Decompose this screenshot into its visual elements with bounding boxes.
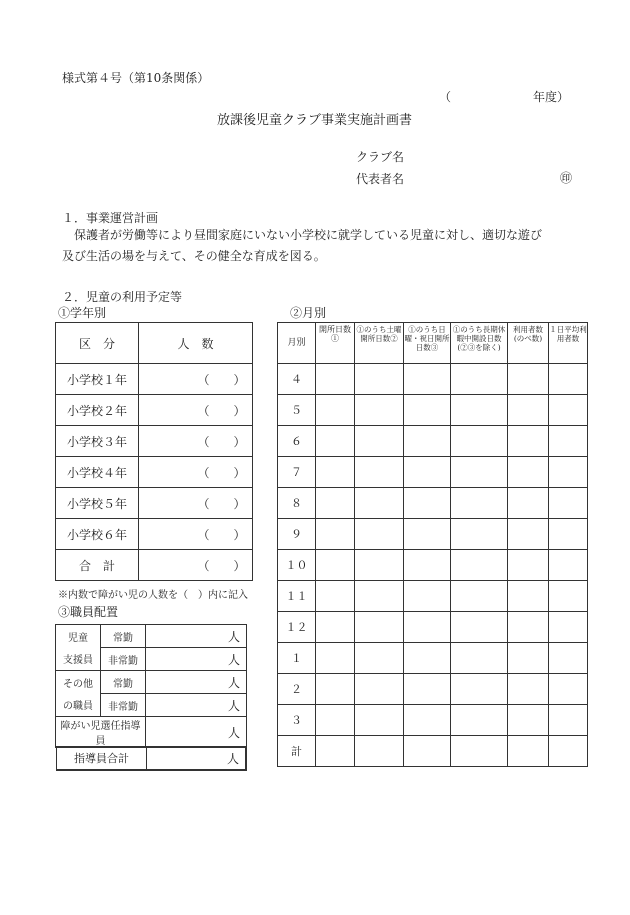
month-value-cell[interactable] bbox=[451, 674, 508, 705]
month-value-cell[interactable] bbox=[355, 736, 404, 767]
month-label: １０ bbox=[278, 550, 316, 581]
month-value-cell[interactable] bbox=[451, 705, 508, 736]
month-value-cell[interactable] bbox=[404, 643, 451, 674]
month-value-cell[interactable] bbox=[549, 705, 588, 736]
col-long-vacation-days: ①のうち長期休暇中開設日数(②③を除く) bbox=[451, 323, 508, 364]
month-value-cell[interactable] bbox=[549, 674, 588, 705]
grade-note: ※内数で障がい児の人数を（ ）内に記入 bbox=[58, 590, 248, 601]
month-label: ６ bbox=[278, 426, 316, 457]
grade-table-title: ①学年別 bbox=[58, 306, 107, 320]
month-value-cell[interactable] bbox=[451, 643, 508, 674]
table-row bbox=[278, 612, 588, 643]
month-value-cell[interactable] bbox=[404, 426, 451, 457]
month-value-cell[interactable] bbox=[508, 643, 549, 674]
month-label: ７ bbox=[278, 457, 316, 488]
month-value-cell[interactable] bbox=[451, 519, 508, 550]
table-row-total bbox=[57, 747, 247, 771]
seal-mark: ㊞ bbox=[560, 171, 573, 185]
month-table-header bbox=[278, 323, 588, 364]
month-value-cell[interactable] bbox=[404, 550, 451, 581]
month-value-cell[interactable] bbox=[508, 674, 549, 705]
fulltime-label: 常勤 bbox=[101, 671, 146, 694]
group2-line2: の職員 bbox=[56, 694, 101, 717]
month-value-cell[interactable] bbox=[316, 364, 355, 395]
month-value-cell[interactable] bbox=[508, 395, 549, 426]
table-row bbox=[56, 395, 253, 426]
paren: （ ） bbox=[197, 496, 246, 511]
table-row bbox=[278, 519, 588, 550]
month-table-body bbox=[278, 364, 588, 767]
month-value-cell[interactable] bbox=[508, 426, 549, 457]
group2-line1: その他 bbox=[56, 671, 101, 694]
count-cell[interactable] bbox=[139, 364, 253, 395]
group1-line1: 児童 bbox=[56, 625, 101, 648]
month-value-cell[interactable] bbox=[549, 643, 588, 674]
fiscal-year-open: （ bbox=[439, 90, 452, 104]
fulltime-label: 常勤 bbox=[101, 625, 146, 648]
group1-line2: 支援員 bbox=[56, 648, 101, 671]
month-value-cell[interactable] bbox=[404, 736, 451, 767]
table-row bbox=[56, 648, 247, 671]
col-open-days: 開所日数① bbox=[316, 323, 355, 364]
table-row bbox=[278, 550, 588, 581]
col-count: 人 数 bbox=[139, 323, 253, 364]
table-row bbox=[278, 643, 588, 674]
month-value-cell[interactable] bbox=[316, 612, 355, 643]
month-value-cell[interactable] bbox=[355, 674, 404, 705]
table-row bbox=[278, 364, 588, 395]
month-value-cell[interactable] bbox=[404, 519, 451, 550]
month-label: 計 bbox=[278, 736, 316, 767]
month-label: ９ bbox=[278, 519, 316, 550]
table-row bbox=[278, 426, 588, 457]
paren: （ ） bbox=[197, 527, 246, 542]
month-value-cell[interactable] bbox=[355, 395, 404, 426]
month-value-cell[interactable] bbox=[549, 395, 588, 426]
section1-body-line1: 保護者が労働等により昼間家庭にいない小学校に就学している児童に対し、適切な遊び bbox=[74, 228, 543, 242]
staff-total-cell[interactable]: 人 bbox=[147, 747, 247, 771]
month-value-cell[interactable] bbox=[404, 457, 451, 488]
month-value-cell[interactable] bbox=[404, 364, 451, 395]
month-value-cell[interactable] bbox=[355, 643, 404, 674]
month-value-cell[interactable] bbox=[549, 364, 588, 395]
count-cell[interactable] bbox=[139, 519, 253, 550]
month-value-cell[interactable] bbox=[451, 488, 508, 519]
month-value-cell[interactable] bbox=[549, 519, 588, 550]
grade-label: 小学校６年 bbox=[56, 519, 139, 550]
count-cell[interactable] bbox=[139, 550, 253, 581]
staff-table bbox=[55, 624, 247, 748]
month-value-cell[interactable] bbox=[316, 457, 355, 488]
table-row bbox=[56, 364, 253, 395]
month-value-cell[interactable] bbox=[355, 488, 404, 519]
month-value-cell[interactable] bbox=[316, 643, 355, 674]
table-row bbox=[56, 694, 247, 717]
paren: （ ） bbox=[197, 465, 246, 480]
month-value-cell[interactable] bbox=[355, 457, 404, 488]
month-label: ２ bbox=[278, 674, 316, 705]
staff-count-cell[interactable]: 人 bbox=[146, 717, 247, 748]
month-value-cell[interactable] bbox=[316, 674, 355, 705]
month-table bbox=[277, 322, 588, 767]
section1-body-line2: 及び生活の場を与えて、その健全な育成を図る。 bbox=[62, 249, 326, 263]
count-cell[interactable] bbox=[139, 488, 253, 519]
col-month: 月別 bbox=[278, 323, 316, 364]
month-value-cell[interactable] bbox=[508, 550, 549, 581]
staff-count-cell[interactable]: 人 bbox=[146, 625, 247, 648]
section2-heading: ２．児童の利用予定等 bbox=[62, 290, 183, 304]
month-value-cell[interactable] bbox=[316, 488, 355, 519]
month-value-cell[interactable] bbox=[508, 612, 549, 643]
col-saturday-days: ①のうち土曜開所日数② bbox=[355, 323, 404, 364]
representative-label: 代表者名 bbox=[356, 172, 405, 186]
month-label: １１ bbox=[278, 581, 316, 612]
month-value-cell[interactable] bbox=[316, 426, 355, 457]
table-row bbox=[278, 395, 588, 426]
table-row bbox=[278, 705, 588, 736]
col-daily-average: １日平均利用者数 bbox=[549, 323, 588, 364]
grade-table-header bbox=[56, 323, 253, 364]
count-cell[interactable] bbox=[139, 395, 253, 426]
col-users-total: 利用者数(のべ数) bbox=[508, 323, 549, 364]
form-number: 様式第４号（第10条関係） bbox=[62, 71, 210, 85]
parttime-label: 非常勤 bbox=[101, 648, 146, 671]
grade-label: 小学校５年 bbox=[56, 488, 139, 519]
month-value-cell[interactable] bbox=[355, 426, 404, 457]
month-value-cell[interactable] bbox=[451, 550, 508, 581]
total-label: 合 計 bbox=[56, 550, 139, 581]
paren: （ ） bbox=[197, 403, 246, 418]
paren: （ ） bbox=[197, 372, 246, 387]
table-row bbox=[56, 625, 247, 648]
table-row bbox=[278, 581, 588, 612]
parttime-label: 非常勤 bbox=[101, 694, 146, 717]
month-value-cell[interactable] bbox=[508, 364, 549, 395]
month-value-cell[interactable] bbox=[451, 395, 508, 426]
staff-total-label: 指導員合計 bbox=[57, 747, 147, 771]
table-row bbox=[56, 519, 253, 550]
month-value-cell[interactable] bbox=[355, 364, 404, 395]
month-value-cell[interactable] bbox=[549, 581, 588, 612]
month-value-cell[interactable] bbox=[316, 519, 355, 550]
month-value-cell[interactable] bbox=[316, 736, 355, 767]
month-label: １ bbox=[278, 643, 316, 674]
table-row bbox=[56, 671, 247, 694]
staff-count-cell[interactable]: 人 bbox=[146, 671, 247, 694]
grade-label: 小学校３年 bbox=[56, 426, 139, 457]
grade-label: 小学校２年 bbox=[56, 395, 139, 426]
month-value-cell[interactable] bbox=[549, 550, 588, 581]
month-value-cell[interactable] bbox=[508, 705, 549, 736]
paren: （ ） bbox=[197, 434, 246, 449]
table-row bbox=[56, 426, 253, 457]
month-value-cell[interactable] bbox=[508, 519, 549, 550]
table-row bbox=[56, 457, 253, 488]
section1-heading: １．事業運営計画 bbox=[62, 211, 159, 225]
staff-count-cell[interactable]: 人 bbox=[146, 694, 247, 717]
col-holiday-days: ①のうち日曜・祝日開所日数③ bbox=[404, 323, 451, 364]
month-value-cell[interactable] bbox=[451, 736, 508, 767]
count-cell[interactable] bbox=[139, 457, 253, 488]
month-value-cell[interactable] bbox=[404, 612, 451, 643]
month-value-cell[interactable] bbox=[355, 705, 404, 736]
table-row bbox=[56, 488, 253, 519]
fiscal-year-label: 年度） bbox=[533, 90, 570, 104]
month-value-cell[interactable] bbox=[404, 395, 451, 426]
month-value-cell[interactable] bbox=[355, 612, 404, 643]
document-title: 放課後児童クラブ事業実施計画書 bbox=[217, 113, 413, 128]
month-value-cell[interactable] bbox=[451, 581, 508, 612]
month-table-title: ②月別 bbox=[290, 306, 327, 320]
month-label: ４ bbox=[278, 364, 316, 395]
paren: （ ） bbox=[197, 558, 246, 573]
month-value-cell[interactable] bbox=[508, 488, 549, 519]
count-cell[interactable] bbox=[139, 426, 253, 457]
month-label: ５ bbox=[278, 395, 316, 426]
month-value-cell[interactable] bbox=[549, 426, 588, 457]
table-row-total bbox=[56, 550, 253, 581]
month-label: ８ bbox=[278, 488, 316, 519]
month-value-cell[interactable] bbox=[451, 612, 508, 643]
month-value-cell[interactable] bbox=[316, 550, 355, 581]
month-value-cell[interactable] bbox=[404, 581, 451, 612]
table-row bbox=[278, 457, 588, 488]
month-value-cell[interactable] bbox=[549, 612, 588, 643]
month-value-cell[interactable] bbox=[508, 457, 549, 488]
staff-total-table bbox=[56, 746, 247, 771]
month-value-cell[interactable] bbox=[451, 457, 508, 488]
month-value-cell[interactable] bbox=[316, 705, 355, 736]
grade-label: 小学校１年 bbox=[56, 364, 139, 395]
staff-table-title: ③職員配置 bbox=[58, 605, 119, 619]
month-value-cell[interactable] bbox=[355, 581, 404, 612]
table-row bbox=[278, 674, 588, 705]
month-value-cell[interactable] bbox=[355, 519, 404, 550]
month-value-cell[interactable] bbox=[451, 364, 508, 395]
grade-label: 小学校４年 bbox=[56, 457, 139, 488]
month-label: ３ bbox=[278, 705, 316, 736]
table-row-total bbox=[278, 736, 588, 767]
month-value-cell[interactable] bbox=[549, 488, 588, 519]
club-name-label: クラブ名 bbox=[356, 150, 405, 164]
staff-count-cell[interactable]: 人 bbox=[146, 648, 247, 671]
table-row bbox=[56, 717, 247, 748]
month-value-cell[interactable] bbox=[404, 705, 451, 736]
month-value-cell[interactable] bbox=[508, 736, 549, 767]
grade-table bbox=[55, 322, 253, 581]
month-label: １２ bbox=[278, 612, 316, 643]
col-category: 区 分 bbox=[56, 323, 139, 364]
disability-staff-label: 障がい児選任指導員 bbox=[56, 717, 146, 748]
month-value-cell[interactable] bbox=[404, 488, 451, 519]
month-value-cell[interactable] bbox=[404, 674, 451, 705]
month-value-cell[interactable] bbox=[355, 550, 404, 581]
table-row bbox=[278, 488, 588, 519]
month-value-cell[interactable] bbox=[316, 395, 355, 426]
month-value-cell[interactable] bbox=[316, 581, 355, 612]
month-value-cell[interactable] bbox=[549, 457, 588, 488]
month-value-cell[interactable] bbox=[508, 581, 549, 612]
month-value-cell[interactable] bbox=[451, 426, 508, 457]
month-value-cell[interactable] bbox=[549, 736, 588, 767]
